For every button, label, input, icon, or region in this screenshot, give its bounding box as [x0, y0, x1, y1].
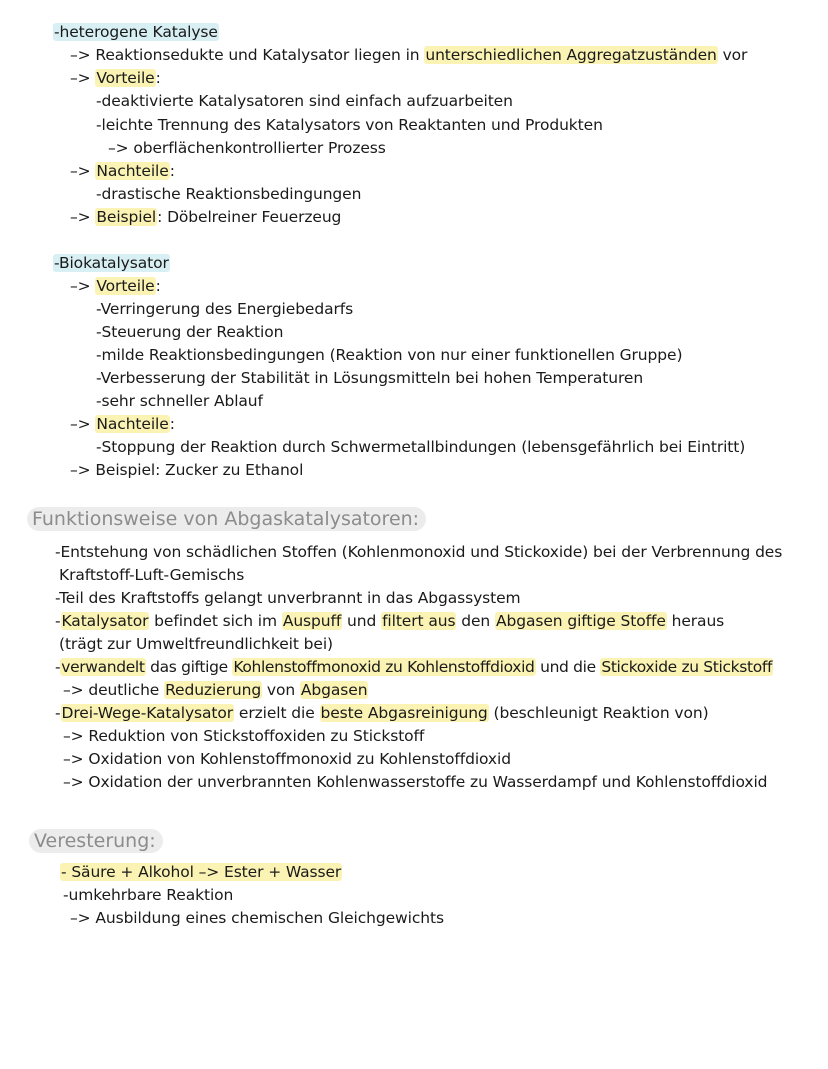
abgas-line-7: –> deutliche Reduzierung von Abgasen [63, 681, 368, 699]
abgas-line-8: -Drei-Wege-Katalysator erzielt die beste Abgasreinigung (beschleunigt Reaktion von) [55, 704, 709, 722]
heterogen-vorteil-2: -leichte Trennung des Katalysators von Reaktanten und Produkten [96, 116, 603, 134]
heterogen-line-aggregat: –> Reaktionsedukte und Katalysator liegen in unterschiedlichen Aggregatzuständen vor [70, 46, 748, 64]
bio-vorteil-5: -sehr schneller Ablauf [96, 392, 263, 410]
bio-vorteil-2: -Steuerung der Reaktion [96, 323, 284, 341]
bio-nachteile: –> Nachteile: [70, 415, 175, 433]
heterogen-vorteil-1: -deaktivierte Katalysatoren sind einfach aufzuarbeiten [96, 92, 513, 110]
bio-vorteile: –> Vorteile: [70, 277, 161, 295]
abgas-line-6: -verwandelt das giftige Kohlenstoffmonoxid zu Kohlenstoffdioxid und die Stickoxide zu Stickstoff [55, 658, 773, 676]
abgas-heading: Funktionsweise von Abgaskatalysatoren: [27, 507, 426, 531]
abgas-line-5: (trägt zur Umweltfreundlichkeit bei) [59, 635, 334, 653]
bio-vorteil-4: -Verbesserung der Stabilität in Lösungsmitteln bei hohen Temperaturen [96, 369, 644, 387]
bio-title: -Biokatalysator [54, 254, 169, 272]
abgas-line-9: –> Reduktion von Stickstoffoxiden zu Stickstoff [63, 727, 425, 745]
ester-heading: Veresterung: [29, 829, 163, 853]
heterogen-beispiel: –> Beispiel: Döbelreiner Feuerzeug [70, 208, 342, 226]
bio-vorteil-3: -milde Reaktionsbedingungen (Reaktion von nur einer funktionellen Gruppe) [96, 346, 683, 364]
bio-beispiel: –> Beispiel: Zucker zu Ethanol [70, 461, 304, 479]
heterogen-vorteile: –> Vorteile: [70, 69, 161, 87]
abgas-line-2: Kraftstoff-Luft-Gemischs [59, 566, 245, 584]
abgas-line-1: -Entstehung von schädlichen Stoffen (Kohlenmonoxid und Stickoxide) bei der Verbrennung des [55, 543, 783, 561]
abgas-line-4: -Katalysator befindet sich im Auspuff und filtert aus den Abgasen giftige Stoffe heraus [55, 612, 725, 630]
heterogen-nachteile: –> Nachteile: [70, 162, 175, 180]
abgas-line-10: –> Oxidation von Kohlenstoffmonoxid zu Kohlenstoffdioxid [63, 750, 511, 768]
abgas-line-3: -Teil des Kraftstoffs gelangt unverbrannt in das Abgassystem [55, 589, 521, 607]
ester-line-3: –> Ausbildung eines chemischen Gleichgewichts [70, 909, 444, 927]
ester-line-1: - Säure + Alkohol –> Ester + Wasser [61, 863, 342, 881]
heterogen-nachteil-1: -drastische Reaktionsbedingungen [96, 185, 362, 203]
bio-nachteil-1: -Stoppung der Reaktion durch Schwermetallbindungen (lebensgefährlich bei Eintritt) [96, 438, 746, 456]
abgas-line-11: –> Oxidation der unverbrannten Kohlenwasserstoffe zu Wasserdampf und Kohlenstoffdioxid [63, 773, 768, 791]
bio-vorteil-1: -Verringerung des Energiebedarfs [96, 300, 354, 318]
ester-line-2: -umkehrbare Reaktion [63, 886, 234, 904]
heterogen-title: -heterogene Katalyse [54, 23, 218, 41]
heterogen-vorteil-3: –> oberflächenkontrollierter Prozess [108, 139, 386, 157]
